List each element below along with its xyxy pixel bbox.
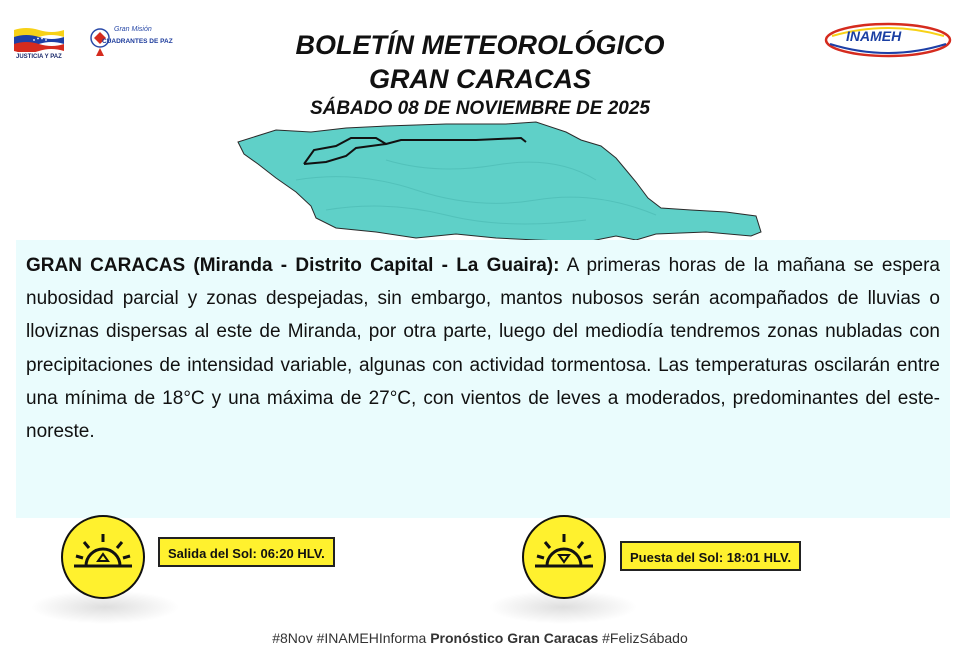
region-shape — [238, 122, 761, 242]
sunrise-icon — [60, 514, 146, 600]
forecast-text: A primeras horas de la mañana se espera nubosidad parcial y zonas despejadas, sin embargo, mantos nubosos serán acompañados de lluvias o lloviznas dispersas al este de Miranda, por otra parte, luego del mediodía tendremos zonas nubladas con precipitaciones de intensidad variable, algunas con actividad tormentosa. Las temperaturas oscilarán entre una mínima de 18°C y una máxima de 27°C, con vientos de leves a moderados, predominantes del este-noreste. — [26, 255, 940, 443]
bulletin-text — [26, 249, 940, 448]
sunrise-label: Salida del Sol: 06:20 HLV. — [158, 537, 335, 567]
footer-bold-text: Pronóstico Gran Caracas — [430, 630, 599, 646]
bulletin-date: SÁBADO 08 DE NOVIEMBRE DE 2025 — [310, 98, 650, 119]
sunset-icon — [521, 514, 607, 600]
sunset-label: Puesta del Sol: 18:01 HLV. — [620, 541, 801, 571]
footer-hashtags-prefix: #8Nov #INAMEHInforma — [272, 630, 431, 646]
page-subtitle: GRAN CARACAS — [369, 64, 591, 94]
justicia-paz-caption: JUSTICIA Y PAZ — [16, 54, 62, 60]
hashtag-footer — [0, 630, 960, 646]
region-label: GRAN CARACAS (Miranda - Distrito Capital - La Guaira): — [26, 255, 560, 276]
gran-caracas-map — [236, 120, 766, 250]
inameh-wordmark: INAMEH — [846, 28, 902, 44]
gran-mision-line1: Gran Misión — [114, 26, 152, 33]
page-title: BOLETÍN METEOROLÓGICO — [295, 30, 665, 60]
gran-mision-line2: CUADRANTES DE PAZ — [102, 38, 173, 45]
footer-hashtags-suffix: #FelizSábado — [598, 630, 688, 646]
